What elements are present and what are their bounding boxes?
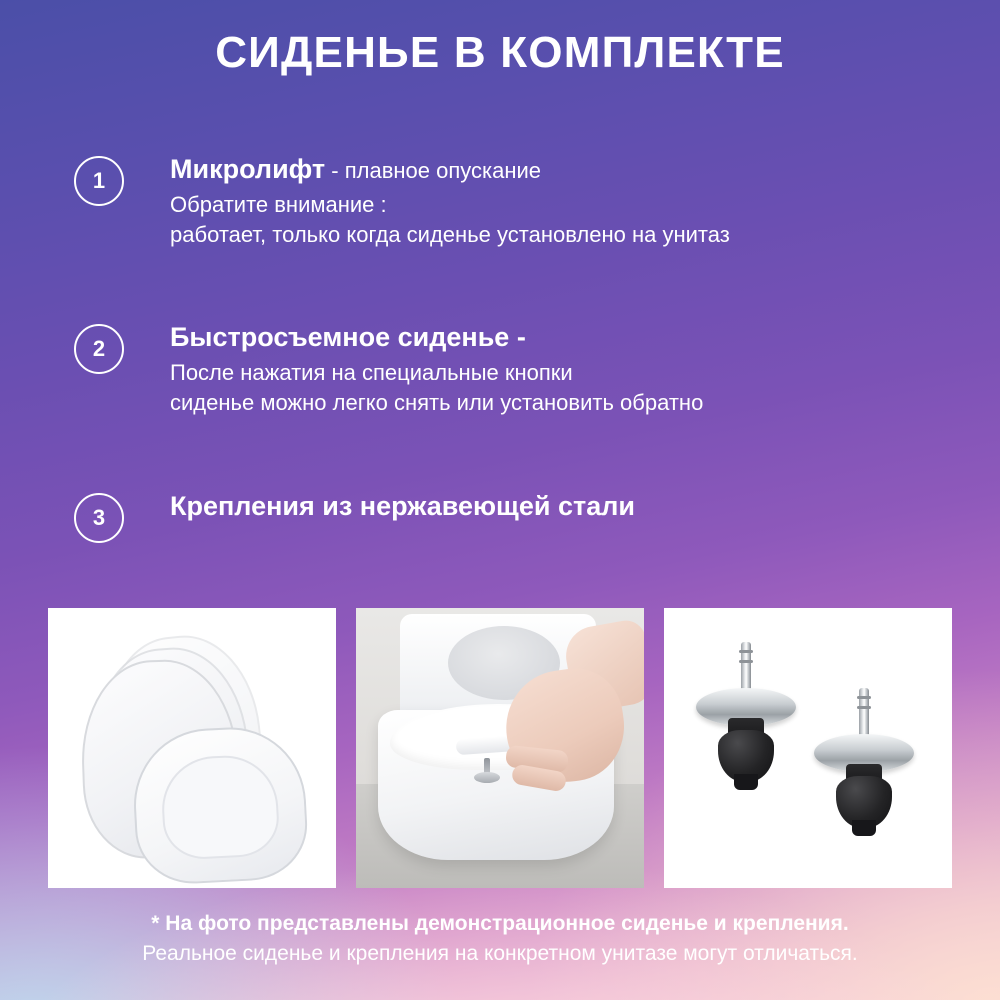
bolt-cap — [474, 772, 500, 783]
feature-heading — [170, 322, 964, 352]
fitting-rod — [859, 688, 869, 740]
footnote — [0, 910, 1000, 969]
footnote-line-1: * На фото представлены демонстрационное сиденье и крепления. — [151, 912, 849, 935]
photo-mounting-hardware — [664, 608, 952, 888]
feature-heading-light: - плавное опускание — [325, 158, 542, 183]
page-title: СИДЕНЬЕ В КОМПЛЕКТЕ — [215, 28, 785, 77]
chrome-fitting-icon — [814, 688, 914, 838]
photo-gallery — [48, 608, 952, 888]
feature-item — [64, 322, 964, 418]
feature-heading — [170, 491, 964, 521]
photo-seat-open — [48, 608, 336, 888]
mounting-bolt-icon — [474, 758, 500, 788]
fitting-tip — [852, 820, 876, 836]
feature-number-badge: 2 — [74, 324, 124, 374]
chrome-fitting-icon — [696, 642, 796, 792]
feature-item — [64, 491, 964, 581]
photo-seat-installation — [356, 608, 644, 888]
feature-line: Обратите внимание : — [170, 192, 387, 218]
feature-heading — [170, 154, 964, 184]
footnote-line-2: Реальное сиденье и крепления на конкретном унитазе могут отличаться. — [142, 942, 858, 966]
fitting-tip — [734, 774, 758, 790]
feature-line: сиденье можно легко снять или установить обратно — [170, 390, 704, 416]
feature-heading-bold: Быстросъемное сиденье - — [170, 321, 526, 352]
feature-line: работает, только когда сиденье установлено на унитаз — [170, 222, 730, 248]
feature-item — [64, 154, 964, 250]
fitting-rod — [741, 642, 751, 694]
feature-line: После нажатия на специальные кнопки — [170, 359, 573, 385]
feature-list — [64, 150, 964, 581]
feature-heading-bold: Микролифт — [170, 154, 326, 184]
feature-heading-bold: Крепления из нержавеющей стали — [170, 491, 635, 522]
feature-number-badge: 1 — [74, 156, 124, 206]
feature-number-badge: 3 — [74, 493, 124, 543]
